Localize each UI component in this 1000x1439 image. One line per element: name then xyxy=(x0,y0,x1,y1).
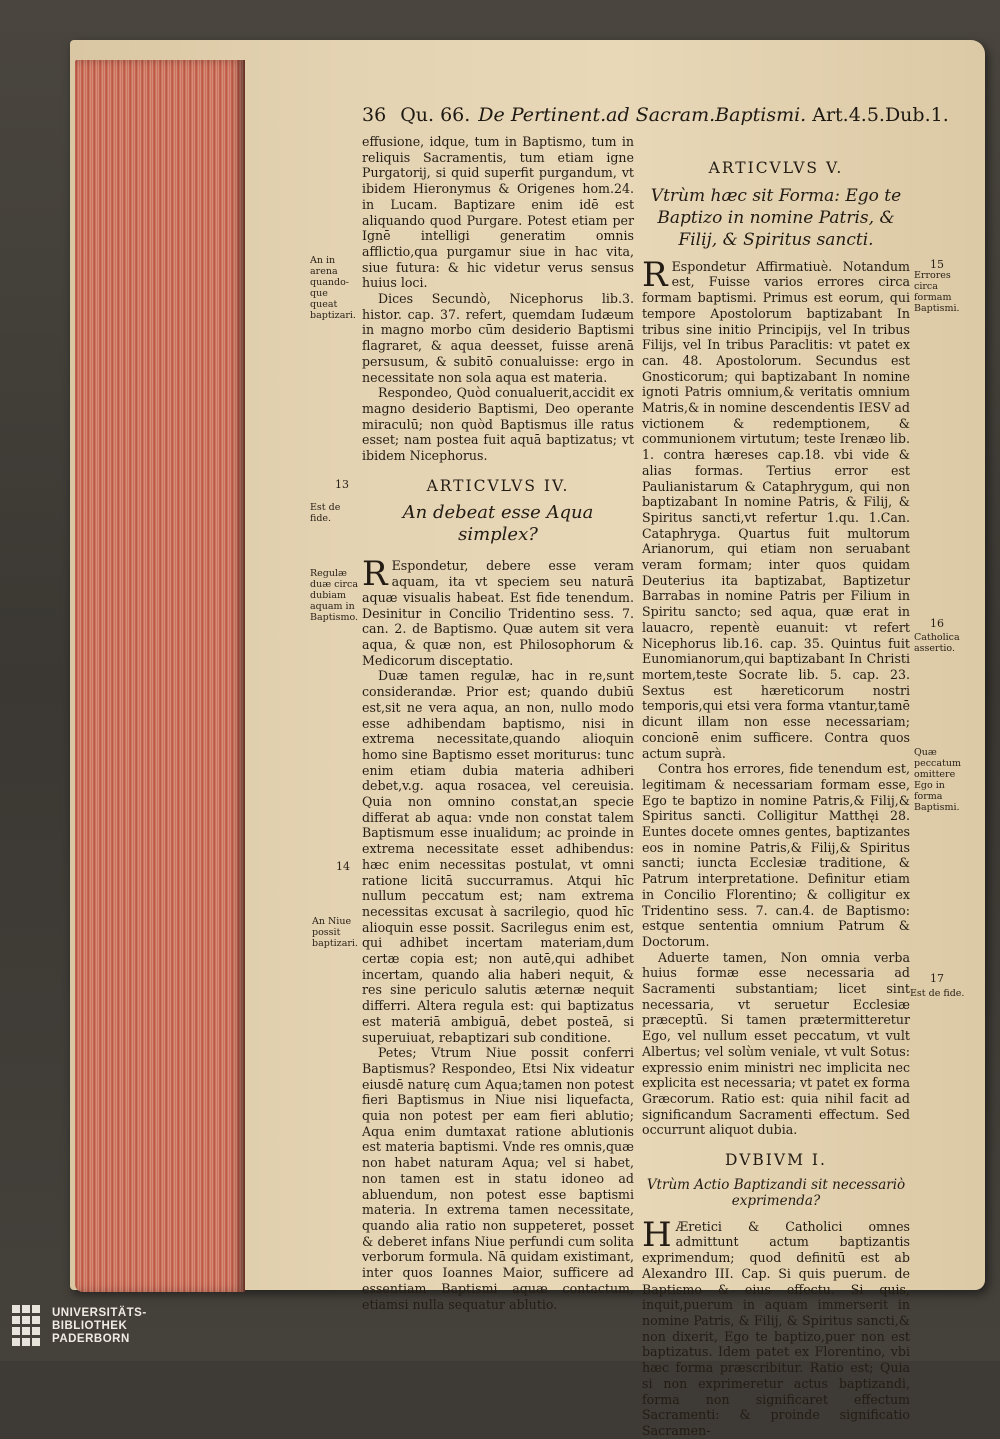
header-title: De Pertinent.ad Sacram.Baptismi. xyxy=(478,104,807,126)
article-v-title: Vtrùm hæc sit Forma: Ego te Baptizo in nomine Patris, & Filij, & Spiritus sancti. xyxy=(650,185,902,250)
section-number-14: 14 xyxy=(336,860,350,873)
article-v-heading: ARTICVLVS V. xyxy=(708,159,844,177)
page-number: 36 xyxy=(362,104,387,126)
question-number: Qu. 66. xyxy=(400,104,471,126)
paragraph-duae-regulae: Duæ tamen regulæ, hac in re,sunt considerandæ. Prior est; quando dubiū est,sit ne vera aqua, an non, nullo modo esse adhibendam baptismo, nisi in extrema necessitate,quando alioquin homo sine Baptismo esset moriturus: tunc enim etiam dubia materia adhiberi debet,v.g. aqua rosacea, vel cereuisia. Quia non omnino constat,an specie differat ab aqua: vnde non constat talem Baptismum esse inualidum; ac proinde in extrema necessitate esset adhibendus: hæc enim necessitas postulat, vt omni ratione licitā succurramus. Atqui hīc nullum peccatum est; nam extrema necessitas excusat à sacrilegio, quod hīc alioquin esse possit. Sacrilegus enim est, qui adhibet incertam materiam,dum certæ copia est; non autē,qui adhibet incertam, quando alia haberi nequit, & res sine periculo salutis æternæ nequit differri. Altera regula est: qui baptizatus est materiā ambiguā, debet posteā, si superuiuat, rebaptizari sub conditione. xyxy=(362,668,634,1045)
drop-cap: R xyxy=(362,554,388,595)
library-name xyxy=(52,1307,147,1346)
page-edge-shadow xyxy=(237,60,245,1292)
paragraph-intro: effusione, idque, tum in Baptismo, tum in reliquis Sacramentis, tum etiam igne Purgatorij, si quid superfit purgandum, vt ibidem Hieronymus & Origenes hom.24. in Lucam. Baptizare enim idē est aliquando quod Purgare. Potest etiam per Ignē intelligi generatim omnis afflictio,qua purgamur siue in hac vita, siue futura: & hic videtur verus sensus huius loci. xyxy=(362,134,634,291)
left-column xyxy=(362,134,634,1312)
paragraph-17 xyxy=(642,1214,910,1439)
library-name-line: PADERBORN xyxy=(52,1332,130,1345)
section-number-13: 13 xyxy=(335,478,349,491)
section-number-16: 16 xyxy=(930,617,944,630)
running-header xyxy=(362,104,949,126)
dubium-title: Vtrùm Actio Baptizandi sit necessariò exprimenda? xyxy=(646,1176,906,1209)
paragraph-respondeo: Respondeo, Quòd conualuerit,accidit ex magno desiderio Baptismi, Deo operante miraculū; non quòd Baptismus ille ratus esset; nam postea fuit aquā baptizatus; vt ibidem Nicephorus. xyxy=(362,385,634,464)
paragraph-15-text: Espondetur Affirmatiuè. Notandum est, Fuisse varios errores circa formam baptismi. Primus est eorum, qui tempore Apostolorum baptizabant In tribus sine initio Principijs, vel In tribus Filijs, vel In tribus Paraclitis: vt patet ex can. 48. Apostolorum. Secundus est Gnosticorum; qui baptizabant In nomine ignoti Patris omnium,& veritatis omnium Matris,& in nomine descendentis IESV ad victionem & redemptionem, & communionem virtutum; teste Irenæo lib. 1. contra hæreses cap.18. vbi vide & alias formas. Tertius error est Paulianistarum & Cataphrygum, qui non baptizabant In nomine Patris, & Filij, & Spiritus sancti,vt refertur 1.qu. 1.Can. Cataphryga. Quartus fuit multorum Arianorum, qui etiam non seruabant veram formam; inter quos quidam Deuterius ita baptizabat, Baptizetur Barrabas in nomine Patris per Filium in Spiritu sancto; sed aqua, quæ erat in lauacro, repentè euanuit: vt refert Nicephorus lib.16. cap. 35. Quintus fuit Eunomianorum,qui baptizabant In Christi mortem,teste Socrate lib. 5. cap. 23. Sextus est hæreticorum nostri temporis,qui etsi vera forma vtantur,tamē dicunt illam non esse necessariam; concionē enim sufficere. Contra quos actum suprà. xyxy=(642,258,910,761)
right-column xyxy=(642,146,910,1439)
margin-note-niue: An Niue possit baptizari. xyxy=(312,916,358,949)
paragraph-13 xyxy=(362,554,634,668)
margin-note-errores: Errores circa formam Baptismi. xyxy=(914,270,960,314)
margin-note-catholica: Catholica assertio. xyxy=(914,632,960,654)
paragraph-17-text: Æretici & Catholici omnes admittunt actum baptizantis exprimendum; quod definitū est ab Alexandro III. Cap. Si quis puerum. de Baptismo & eius effectu. Si quis, inquit,puerum in aquam immerserit in nomine Patris, & Filij, & Spiritus sancti,& non dixerit, Ego te baptizo,puer non est baptizatus. Idem patet ex Florentino, vbi hæc forma præscribitur. Ratio est; Quia si non exprimeretur actus baptizandi, forma non significaret effectum Sacramenti: & proinde significatio Sacramen- xyxy=(642,1218,910,1438)
article-iv-heading: ARTICVLVS IV. xyxy=(426,476,570,495)
header-article: Art.4.5.Dub.1. xyxy=(812,104,949,126)
margin-note-est-de-fide: Est de fide. xyxy=(310,502,341,524)
library-logo xyxy=(12,1305,147,1347)
article-iv-title: An debeat esse Aqua simplex? xyxy=(402,502,594,546)
library-name-line: BIBLIOTHEK xyxy=(52,1319,128,1332)
margin-note-est-de-fide: Est de fide. xyxy=(910,988,965,999)
library-name-line: UNIVERSITÄTS- xyxy=(52,1306,147,1319)
library-logo-icon xyxy=(12,1305,42,1347)
paragraph-dices: Dices Secundò, Nicephorus lib.3. histor. cap. 37. refert, quemdam Iudæum in magno morbo cūm desiderio Baptismi flagraret, & aqua deesset, fuisse arenā persusum, & subitō conualuisse: ergo in necessitate non sola aqua est materia. xyxy=(362,291,634,385)
section-number-15: 15 xyxy=(930,258,944,271)
dubium-heading: DVBIVM I. xyxy=(725,1151,827,1170)
drop-cap: R xyxy=(642,254,668,295)
drop-cap: H xyxy=(642,1214,672,1255)
paragraph-15 xyxy=(642,254,910,762)
paragraph-14: Petes; Vtrum Niue possit conferri Baptismus? Respondeo, Etsi Nix videatur eiusdē naturę cum Aqua;tamen non potest fieri Baptismus in Niue nisi liquefacta, quia non potest per eam fieri ablutio; Aqua enim dumtaxat ratione ablutionis est materia baptismi. Vnde res omnis,quæ non habet naturam Aqua; vel si habet, non tamen est in statu idoneo ad abluendum, non potest esse baptismi materia. In extrema tamen necessitate, quando alia ratio non suppeteret, posset & deberet infans Niue perfundi cum solita verborum formula. Nā quidam existimant, inter quos Ioannes Maior, sufficere ad essentiam Baptismi aquæ contactum, etiamsi nulla sequatur ablutio. xyxy=(362,1045,634,1312)
section-number-17: 17 xyxy=(930,972,944,985)
paragraph-16: Contra hos errores, fide tenendum est, legitimam & necessariam formam esse, Ego te baptizo in nomine Patris,& Filij,& Spiritus sancti. Colligitur Matthęi 28. Euntes docete omnes gentes, baptizantes eos in nomine Patris,& Filij,& Spiritus sancti; iuncta Ecclesiæ traditione, & Patrum interpretatione. Definitur etiam in Concilio Florentino; & colligitur ex Tridentino sess. 7. can.4. de Baptismo: estque sententia omnium Patrum & Doctorum. xyxy=(642,761,910,949)
margin-note-quae: Quæ peccatum omittere Ego in forma Baptismi. xyxy=(914,747,961,813)
margin-note-regulae: Regulæ duæ circa dubiam aquam in Baptismo. xyxy=(310,568,359,623)
page-edge-stack xyxy=(75,60,245,1292)
paragraph-aduerte: Aduerte tamen, Non omnia verba huius formæ esse necessaria ad Sacramenti substantiam; licet sint necessaria, vt seruetur Ecclesiæ præceptū. Si tamen prætermitteretur Ego, vel nullum esset peccatum, vt vult Albertus; vel solùm veniale, vt vult Sotus: expressio enim ministri nec implicita nec explicita est necessaria; vt patet ex forma Græcorum. Ratio est: quia nihil facit ad significandum Sacramenti effectum. Sed occurrunt aliquot dubia. xyxy=(642,949,910,1138)
margin-note-arena: An in arena quando-que queat baptizari. xyxy=(310,255,356,321)
paragraph-13-text: Espondetur, debere esse veram aquam, ita vt speciem seu naturā aquæ visualis habeat. Est fide tenendum. Desinitur in Concilio Tridentino sess. 7. can. 2. de Baptismo. Quæ autem sit vera aqua, & quæ non, est Philosophorum & Medicorum disceptatio. xyxy=(362,558,634,668)
